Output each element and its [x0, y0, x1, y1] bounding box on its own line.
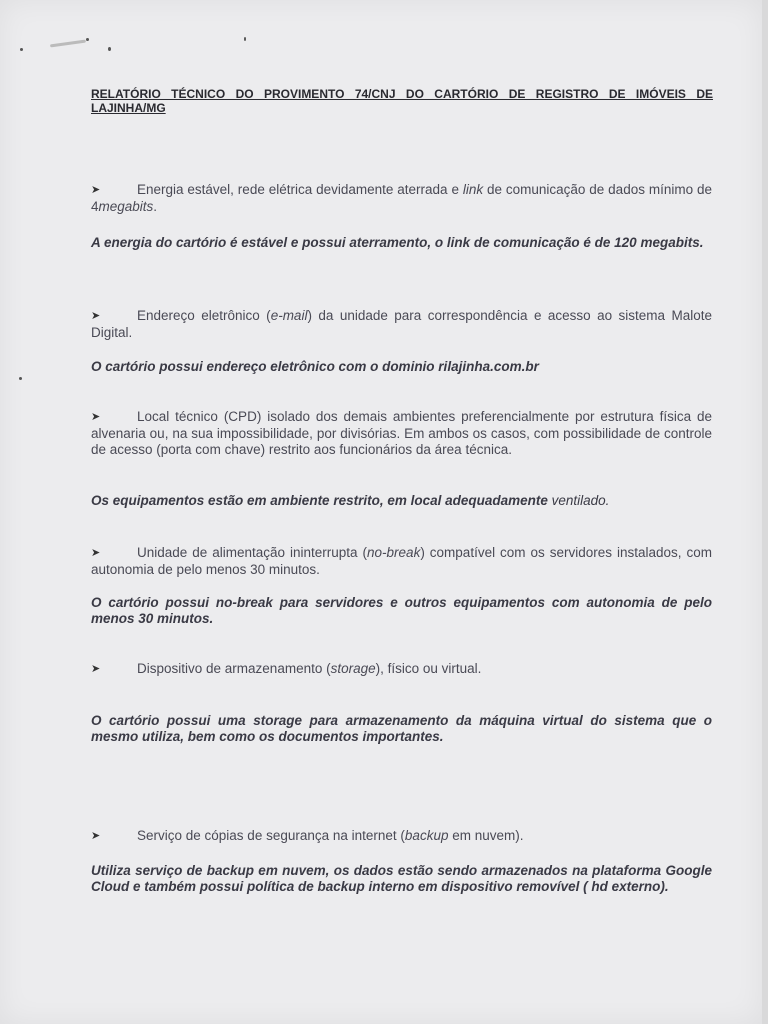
- scan-speck: [19, 377, 22, 380]
- scan-speck: [86, 38, 89, 41]
- arrow-bullet-icon: ➤: [91, 547, 101, 559]
- arrow-bullet-icon: ➤: [91, 663, 101, 675]
- requirement-backup: ➤ Serviço de cópias de segurança na internet (backup em nuvem).: [91, 828, 524, 843]
- arrow-bullet-icon: ➤: [91, 184, 101, 196]
- answer-energia: A energia do cartório é estável e possui aterramento, o link de comunicação é de 120 megabits.: [91, 235, 704, 250]
- arrow-bullet-icon: ➤: [91, 411, 101, 423]
- arrow-bullet-icon: ➤: [91, 830, 101, 842]
- answer-storage: O cartório possui uma storage para armazenamento da máquina virtual do sistema que o mesmo utiliza, bem como os documentos importantes.: [91, 713, 712, 744]
- arrow-bullet-icon: ➤: [91, 310, 101, 322]
- scan-speck: [244, 37, 246, 41]
- requirement-storage: ➤ Dispositivo de armazenamento (storage), físico ou virtual.: [91, 661, 482, 676]
- requirement-local-tecnico: ➤ Local técnico (CPD) isolado dos demais ambientes preferencialmente por estrutura física de alvenaria ou, na sua impossibilidade, por divisórias. Em ambos os casos, com possibilidade de controle de acesso (porta com chave) restrito aos funcionários da área técnica.: [91, 409, 712, 457]
- answer-backup: Utiliza serviço de backup em nuvem, os dados estão sendo armazenados na plataforma Google Cloud e também possui política de backup interno em dispositivo removível ( hd externo).: [91, 863, 712, 894]
- document-title: RELATÓRIO TÉCNICO DO PROVIMENTO 74/CNJ DO CARTÓRIO DE REGISTRO DE IMÓVEIS DE LAJINHA/MG: [91, 87, 713, 115]
- answer-email: O cartório possui endereço eletrônico com o dominio rilajinha.com.br: [91, 359, 539, 374]
- answer-local-tecnico: Os equipamentos estão em ambiente restrito, em local adequadamente ventilado.: [91, 493, 610, 508]
- requirement-email: ➤ Endereço eletrônico (e-mail) da unidade para correspondência e acesso ao sistema Malote Digital.: [91, 308, 713, 340]
- scan-mark: [50, 40, 86, 48]
- scan-speck: [20, 48, 23, 51]
- requirement-energia: ➤ Energia estável, rede elétrica devidamente aterrada e link de comunicação de dados mínimo de 4megabits.: [91, 182, 712, 214]
- scan-speck: [108, 47, 111, 51]
- requirement-no-break: ➤ Unidade de alimentação ininterrupta (no-break) compatível com os servidores instalados, com autonomia de pelo menos 30 minutos.: [91, 545, 713, 577]
- answer-no-break: O cartório possui no-break para servidores e outros equipamentos com autonomia de pelo menos 30 minutos.: [91, 595, 712, 626]
